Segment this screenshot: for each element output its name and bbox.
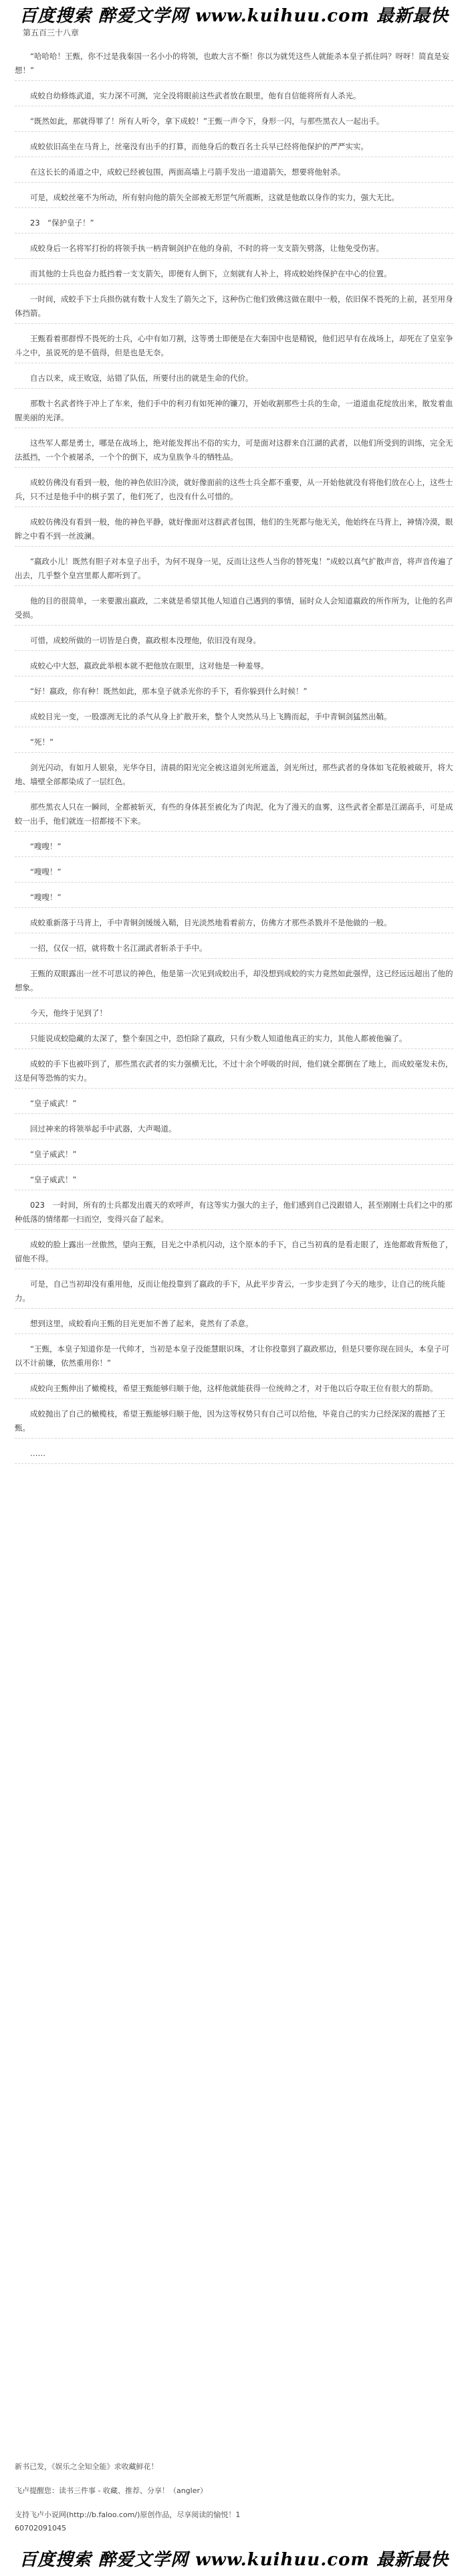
chapter-paragraph: 今天，他终于见到了！	[15, 1006, 453, 1024]
chapter-paragraph: 可是，成蛟丝毫不为所动，所有射向他的箭矢全部被无形罡气所震断，这就是他敢以身作的实力，强大无比。	[15, 191, 453, 208]
chapter-paragraph: 只能说成蛟隐藏的太深了，整个秦国之中，恐怕除了嬴政，只有少数人知道他真正的实力，其他人都被他骗了。	[15, 1032, 453, 1049]
site-banner-top: 百度搜索 醉爱文学网 www.kuihuu.com 最新最快	[19, 5, 449, 26]
chapter-paragraph: 成蛟目光一变，一股凛冽无比的杀气从身上扩散开来，整个人突然从马上飞腾而起，手中青铜剑猛然出鞘。	[15, 710, 453, 727]
chapter-paragraph: “好！嬴政，你有种！既然如此，那本皇子就杀光你的手下，看你躲到什么时候！”	[15, 684, 453, 702]
chapter-paragraph: 王甄的双眼露出一丝不可思议的神色，他是第一次见到成蛟出手，却没想到成蛟的实力竟然如此强悍，这已经远远超出了他的想象。	[15, 967, 453, 998]
chapter-paragraph: 成蛟仿佛没有看到一般，他的神色依旧冷淡，就好像面前的这些士兵全都不重要，从一开始他就没有将他们放在心上，这些士兵，只不过是他手中的棋子罢了，他们死了，也没有什么可惜的。	[15, 476, 453, 507]
chapter-paragraph: “死！”	[15, 735, 453, 753]
chapter-paragraph: 成蛟的脸上露出一丝傲然，望向王甄，目光之中杀机闪动，这个原本的手下，自己当初真的是看走眼了，连他都敢背叛他了，留他不得。	[15, 1238, 453, 1269]
chapter-paragraph: 成蛟自幼修炼武道，实力深不可测，完全没将眼前这些武者放在眼里，他有自信能将所有人杀光。	[15, 89, 453, 106]
chapter-paragraph: “皇子威武！”	[15, 1147, 453, 1165]
chapter-content	[15, 50, 453, 1472]
chapter-paragraph: 可是，自己当初却没有重用他，反而让他投靠到了嬴政的手下，从此平步青云，一步步走到了今天的地步，让自己的统兵能力。	[15, 1277, 453, 1309]
chapter-paragraph: 023 一时间，所有的士兵都发出震天的欢呼声，有这等实力强大的主子，他们感到自己没跟错人，甚至刚刚士兵们之中的那种低落的情绪都一扫而空，变得兴奋了起来。	[15, 1198, 453, 1230]
chapter-paragraph: 想到这里，成蛟看向王甄的目光更加不善了起来，竟然有了杀意。	[15, 1317, 453, 1334]
chapter-paragraph: 回过神来的将领举起手中武器，大声喝道。	[15, 1122, 453, 1139]
chapter-paragraph: 而其他的士兵也奋力抵挡着一支支箭矢，即便有人倒下，立刻就有人补上，将成蛟始终保护在中心的位置。	[15, 267, 453, 284]
support-link[interactable]: 支持飞卢小说网(http://b.faloo.com/)原创作品，尽享阅读的愉悦！1	[15, 2510, 241, 2519]
chapter-paragraph: 23 “保护皇子！”	[15, 216, 453, 234]
chapter-paragraph: 成蛟重新落于马背上，手中青铜剑缓缓入鞘，目光淡然地看着前方，仿佛方才那些杀戮并不是他做的一般。	[15, 916, 453, 933]
chapter-paragraph: 自古以来，成王败寇，站错了队伍，所要付出的就是生命的代价。	[15, 371, 453, 389]
chapter-paragraph: 成蛟身后一名将军打扮的将领手执一柄青铜剑护在他的身前，不时的将一支支箭矢劈落，让他免受伤害。	[15, 242, 453, 259]
chapter-paragraph: 成蛟仿佛没有看到一般，他的神色平静，就好像面对这群武者包围，他们的生死都与他无关，他始终在马背上，神情冷漠，眼眸之中看不到一丝波澜。	[15, 515, 453, 547]
chapter-paragraph: ……	[15, 1447, 453, 1464]
chapter-paragraph: “嗖嗖！”	[15, 840, 453, 857]
chapter-paragraph: “皇子威武！”	[15, 1173, 453, 1190]
chapter-paragraph: 成蛟的手下也被吓到了，那些黑衣武者的实力强横无比，不过十余个呼吸的时间，他们就全都倒在了地上，而成蛟毫发未伤，这是何等恐怖的实力。	[15, 1057, 453, 1089]
chapter-paragraph: 这些军人都是勇士，哪是在战场上，绝对能发挥出不俗的实力，可是面对这群来自江湖的武者，以他们所受到的训练，完全无法抵挡，一个个被屠杀，一个个的倒下，成为皇族争斗的牺牲品。	[15, 436, 453, 468]
chapter-paragraph: 那数十名武者终于冲上了车来，他们手中的利刃有如死神的镰刀，开始收割那些士兵的生命，一道道血花绽放出来，散发着血腥美丽的光泽。	[15, 397, 453, 428]
chapter-paragraph: “嗖嗖！”	[15, 891, 453, 908]
chapter-paragraph: 成蛟向王甄伸出了橄榄枝，希望王甄能够归顺于他，这样他就能获得一位统帅之才，对于他以后夺取王位有很大的帮助。	[15, 1382, 453, 1399]
page-code: 60702091045	[15, 2524, 66, 2533]
site-banner-bottom: 百度搜索 醉爱文学网 www.kuihuu.com 最新最快	[19, 2549, 449, 2570]
chapter-paragraph: “既然如此，那就得罪了！所有人听令，拿下成蛟！”王甄一声令下，身形一闪，与那些黑衣人一起出手。	[15, 114, 453, 132]
chapter-paragraph: 成蛟抛出了自己的橄榄枝，希望王甄能够归顺于他，因为这等权势只有自己可以给他，毕竟自己的实力已经深深的震撼了王甄。	[15, 1407, 453, 1439]
chapter-paragraph: “嗖嗖！”	[15, 865, 453, 883]
chapter-paragraph: “皇子威武！”	[15, 1097, 453, 1114]
chapter-title: 第五百三十八章	[23, 28, 80, 37]
chapter-paragraph: 成蛟心中大怒，嬴政此举根本就不把他放在眼里，这对他是一种羞辱。	[15, 659, 453, 676]
chapter-paragraph: 在这长长的甬道之中，成蛟已经被包围，两面高墙上弓箭手发出一道道箭矢，想要将他射杀。	[15, 165, 453, 183]
chapter-paragraph: 王甄看着那群悍不畏死的士兵，心中有如刀割，这等勇士即便是在大秦国中也是精锐，他们迟早有在战场上，却死在了皇室争斗之中，虽说死的是不值得，但是也是无奈。	[15, 332, 453, 363]
chapter-paragraph: “王甄，本皇子知道你是一代帅才，当初是本皇子没能慧眼识珠，才让你投靠到了嬴政那边，但是只要你现在回头，本皇子可以不计前嫌，依然重用你！”	[15, 1342, 453, 1374]
reading-notice: 飞卢提醒您：读书三件事 - 收藏、推荐、分享！（angler）	[15, 2486, 208, 2495]
chapter-paragraph: 一招，仅仅一招，就将数十名江湖武者斩杀于手中。	[15, 941, 453, 959]
chapter-paragraph: 可惜，成蛟所做的一切皆是白费，嬴政根本没理他，依旧没有现身。	[15, 634, 453, 651]
chapter-paragraph: 剑光闪动，有如月人银泉，光华夺目，清晨的阳光完全被这道剑光所遮盖，剑光所过，那些武者的身体如飞花般被破开，将大地、墙壁全部都染成了一层红色。	[15, 761, 453, 792]
chapter-paragraph: 一时间，成蛟手下士兵损伤就有数十人发生了箭矢之下，这种伤亡他们致佛这做在眼中一般，依旧保不畏死的上前，甚至用身体挡箭。	[15, 292, 453, 324]
chapter-paragraph: 他的目的很简单，一来要激出嬴政，二来就是希望其他人知道自己遇到的事情，届时众人会知道嬴政的所作所为，让他的名声受损。	[15, 594, 453, 626]
chapter-paragraph: “哈哈哈！王甄，你不过是我秦国一名小小的将领，也敢大言不惭！你以为就凭这些人就能杀本皇子抓住吗？呀呀！简直是妄想！”	[15, 50, 453, 81]
chapter-paragraph: 那些黑衣人只在一瞬间，全都被斩灭，有些的身体甚至被化为了肉泥，化为了漫天的血雾，这些武者全都是江湖高手，可是成蛟一出手，他们就连一招都接不下来。	[15, 800, 453, 832]
chapter-paragraph: “嬴政小儿！既然有胆子对本皇子出手，为何不现身一见，反而让这些人当你的替死鬼！”成蛟以真气扩散声音，将声音传遍了出去，几乎整个皇宫里都人都听到了。	[15, 555, 453, 586]
recommend-text: 新书已发，《娱乐之全知全能》求收藏鲜花！	[15, 2462, 158, 2471]
chapter-paragraph: 成蛟依旧高坐在马背上，丝毫没有出手的打算，而他身后的数百名士兵早已经将他保护的严严实实。	[15, 140, 453, 157]
